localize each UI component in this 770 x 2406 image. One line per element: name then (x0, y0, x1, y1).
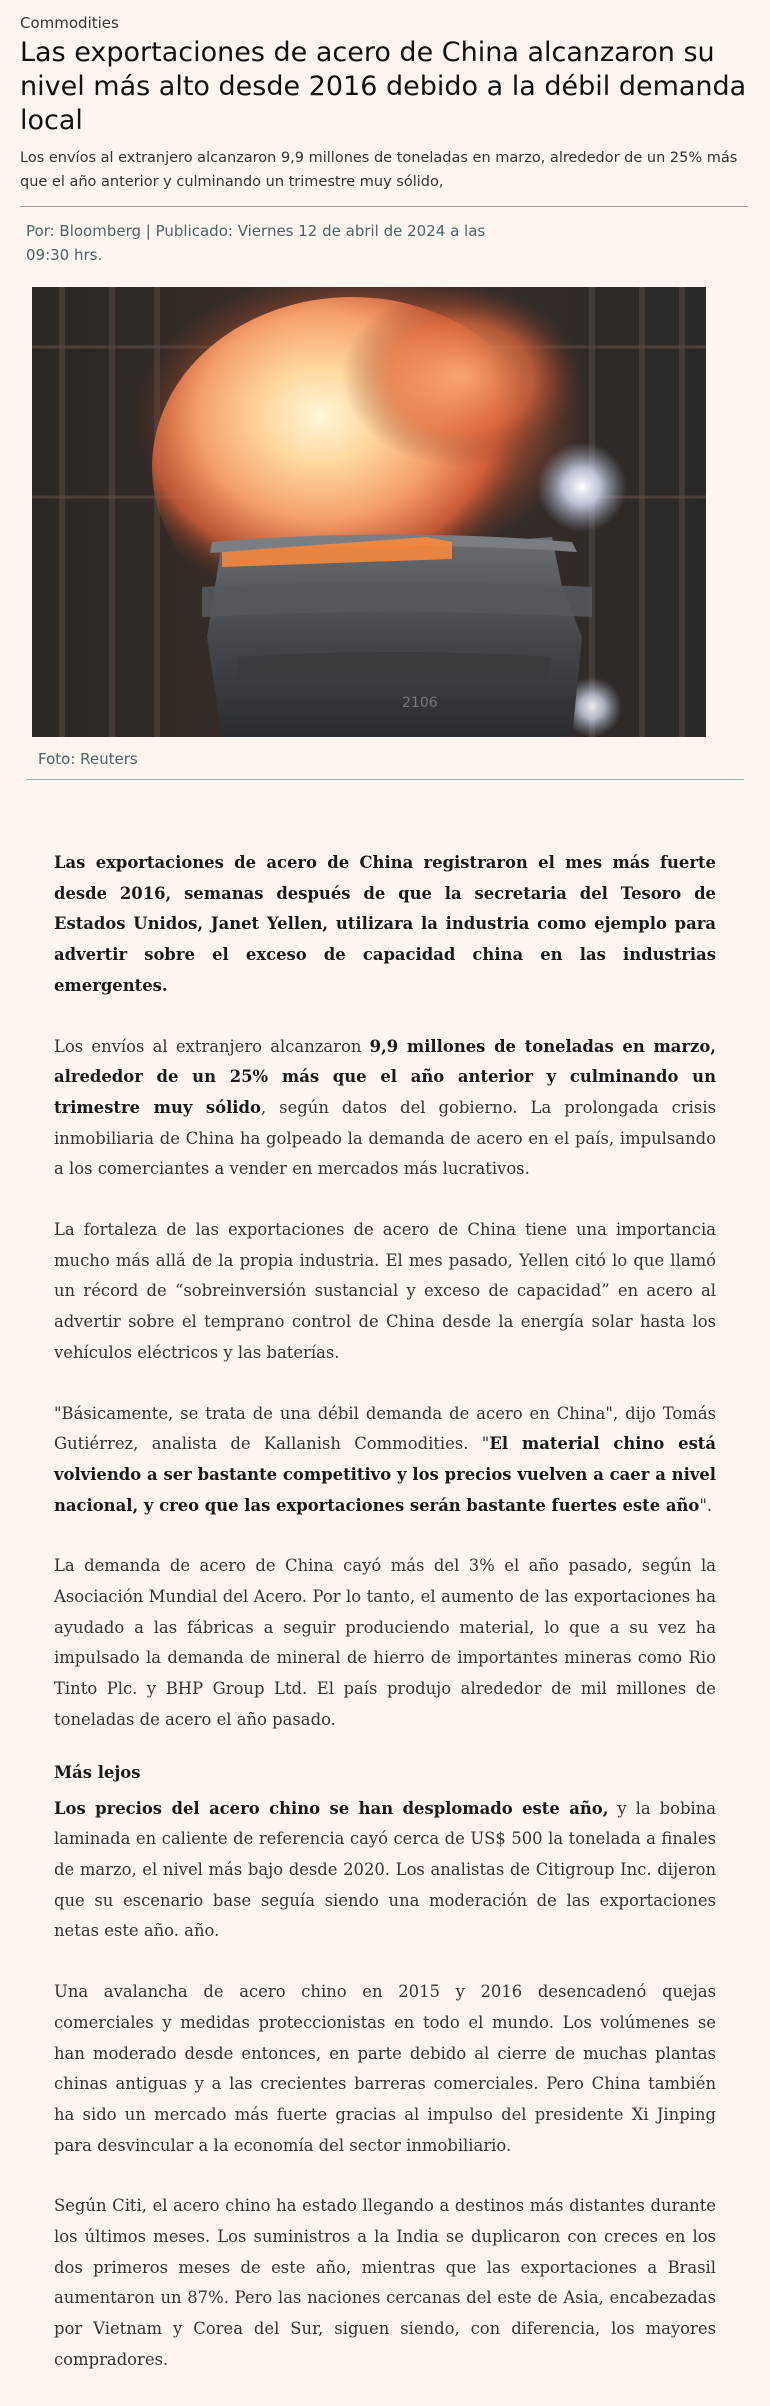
text: Según Citi, el acero chino ha estado llegando a destinos más distantes durante los últimos meses. Los suministros a la India se duplicaron con creces en los dos primeros meses de este año, mientras que las exportaciones a Brasil aumentaron un 87%. Pero las naciones cercanas del este de Asia, encabezadas por Vietnam y Corea del Sur, siguen siendo, con diferencia, los mayores compradores. (54, 2196, 716, 2369)
paragraph (54, 1551, 716, 1735)
text: Los envíos al extranjero alcanzaron (54, 1036, 370, 1056)
bold-text: Los precios del acero chino se han desplomado este año, (54, 1798, 609, 1818)
byline: Por: Bloomberg | Publicado: Viernes 12 de abril de 2024 a las 09:30 hrs. (26, 222, 486, 264)
bold-text: El material chino está volviendo a ser bastante competitivo y los precios vuelven a caer a nivel nacional, y creo que las exportaciones serán bastante fuertes este año (54, 1434, 716, 1515)
svg-text:2106: 2106 (402, 695, 438, 711)
text: ". (699, 1495, 713, 1515)
bold-text: Las exportaciones de acero de China registraron el mes más fuerte desde 2016, semanas después de que la secretaria del Tesoro de Estados Unidos, Janet Yellen, utilizara la industria como ejemplo para advertir sobre el exceso de capacidad china en las industrias emergentes. (54, 853, 716, 995)
text: Una avalancha de acero chino en 2015 y 2016 desencadenó quejas comerciales y medidas proteccionistas en todo el mundo. Los volúmenes se han moderado desde entonces, en parte debido al cierre de muchas plantas chinas antiguas y a las crecientes barreras comerciales. Pero China también ha sido un mercado más fuerte gracias al impulso del presidente Xi Jinping para desvincular a la economía del sector inmobiliario. (54, 1982, 716, 2155)
text: La demanda de acero de China cayó más del 3% el año pasado, según la Asociación Mundial del Acero. Por lo tanto, el aumento de las exportaciones ha ayudado a las fábricas a seguir produciendo material, lo que a su vez ha impulsado la demanda de mineral de hierro de importantes mineras como Rio Tinto Plc. y BHP Group Ltd. El país produjo alrededor de mil millones de toneladas de acero el año pasado. (54, 1556, 716, 1729)
article-header (0, 0, 770, 207)
bold-text: 9,9 millones de toneladas en marzo, alrededor de un 25% más que el año anterior y culminando un trimestre muy sólido (54, 1036, 716, 1117)
subheading: Más lejos (54, 1762, 141, 1782)
paragraph (54, 848, 716, 1002)
section-label[interactable]: Commodities (20, 14, 119, 32)
photo-caption: Foto: Reuters (38, 750, 138, 768)
text: y la bobina laminada en caliente de referencia cayó cerca de US$ 500 la tonelada a finales de marzo, el nivel más bajo desde 2020. Los analistas de Citigroup Inc. dijeron que su escenario base seguía siendo una moderación de las exportaciones netas este año. año. (54, 1798, 717, 1941)
text: "Básicamente, se trata de una débil demanda de acero en China", dijo Tomás Gutiérrez, analista de Kallanish Commodities. " (54, 1403, 716, 1454)
article-body (54, 848, 716, 2406)
paragraph (54, 2191, 716, 2375)
text: La fortaleza de las exportaciones de acero de China tiene una importancia mucho más allá de la propia industria. El mes pasado, Yellen citó lo que llamó un récord de “sobreinversión sustancial y exceso de capacidad” en acero al advertir sobre el temprano control de China desde la energía solar hasta los vehículos eléctricos y las baterías. (54, 1220, 716, 1362)
paragraph (54, 1977, 716, 2161)
divider (26, 779, 744, 780)
text: , según datos del gobierno. La prolongada crisis inmobiliaria de China ha golpeado la demanda de acero en el país, impulsando a los comerciantes a vender en mercados más lucrativos. (54, 1097, 716, 1179)
paragraph (54, 1794, 716, 1948)
paragraph (54, 1215, 716, 1369)
article-title: Las exportaciones de acero de China alcanzaron su nivel más alto desde 2016 debido a la débil demanda local (20, 37, 747, 136)
article-photo (32, 287, 706, 737)
paragraph (54, 1032, 716, 1186)
article-subtitle: Los envíos al extranjero alcanzaron 9,9 millones de toneladas en marzo, alrededor de un 25% más que el año anterior y culminando un trimestre muy sólido, (20, 146, 748, 207)
paragraph (54, 1399, 716, 1522)
